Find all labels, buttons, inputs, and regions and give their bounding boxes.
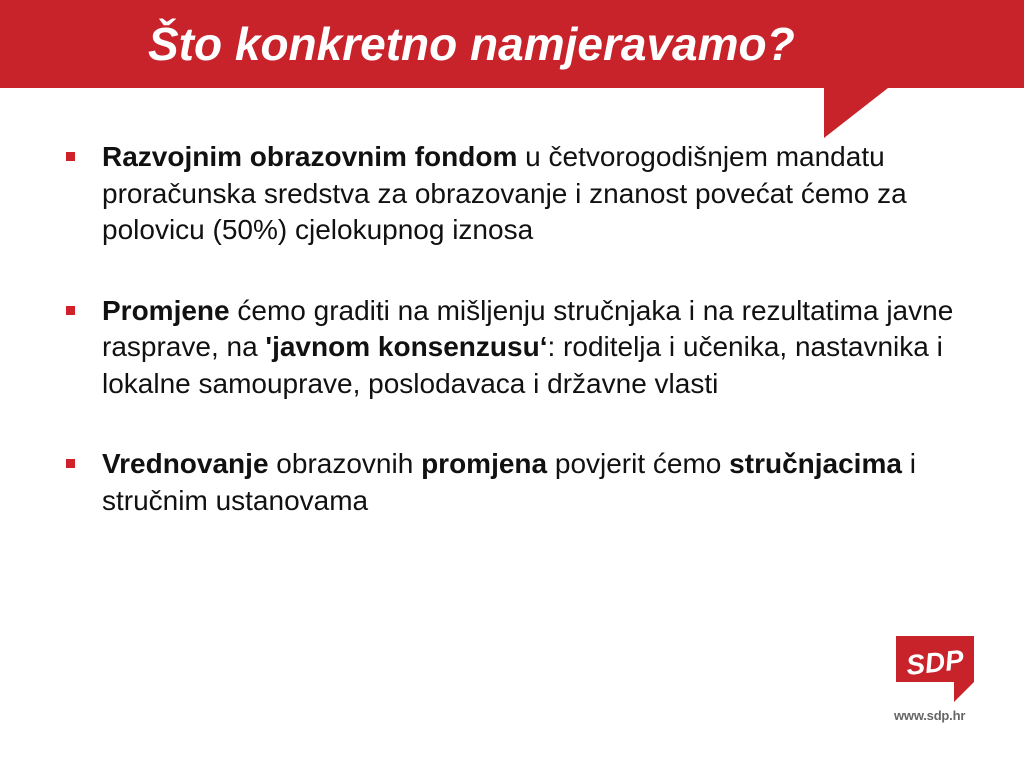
bullet-text-segment: stručnjacima (729, 448, 902, 479)
bullet-text (102, 141, 907, 245)
bullet-text-segment: : roditelja i učenika, nastavnika i lokalne samouprave, poslodavaca i državne vlasti (102, 331, 943, 399)
square-bullet-icon (66, 152, 75, 161)
bullet-item (62, 446, 982, 519)
sdp-logo-label: SDP (904, 644, 966, 681)
bullet-text-segment: 'javnom konsenzusu‘ (265, 331, 548, 362)
bullet-text-segment: Promjene (102, 294, 230, 326)
bullet-text-segment: ćemo graditi na mišljenju stručnjaka i na rezultatima javne rasprave, na (102, 294, 954, 362)
bullet-text-segment: povjerit ćemo (547, 448, 730, 479)
bullet-text-segment: Razvojnim obrazovnim fondom (102, 141, 518, 172)
bullet-text-segment: Vrednovanje (102, 448, 269, 479)
bullet-item (62, 139, 982, 249)
bullet-text-segment: i stručnim ustanovama (102, 448, 916, 516)
bullet-text-segment: obrazovnih (268, 448, 422, 479)
sdp-logo-icon (896, 636, 974, 714)
bullet-list (62, 139, 982, 519)
sdp-logo (896, 636, 974, 714)
square-bullet-icon (66, 459, 75, 468)
bullet-text (102, 295, 953, 399)
website-url: www.sdp.hr (894, 708, 966, 723)
bullet-text-segment: u četvorogodišnjem mandatu proračunska sredstva za obrazovanje i znanost povećat ćemo za polovicu (50%) cjelokupnog iznosa (102, 141, 907, 245)
bullet-text (102, 448, 916, 516)
bullet-text-segment: promjena (421, 448, 548, 479)
bullet-item (62, 293, 982, 403)
slide-title: Što konkretno namjeravamo? (148, 18, 795, 70)
title-banner (0, 0, 1024, 140)
square-bullet-icon (66, 306, 75, 315)
